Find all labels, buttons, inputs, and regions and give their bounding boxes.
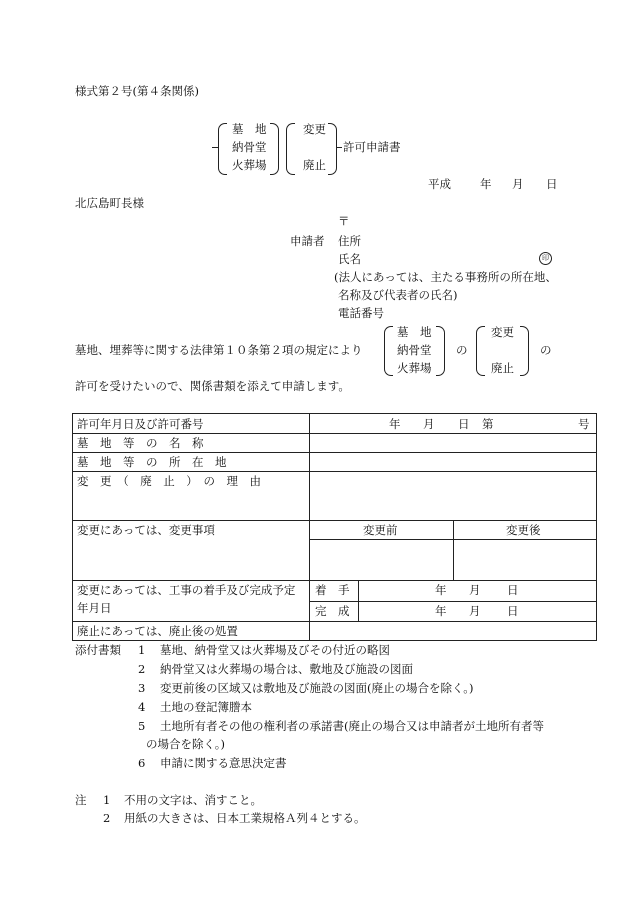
date-month: 月 <box>512 177 524 191</box>
start-label: 着 手 <box>315 583 350 597</box>
permit-dai: 第 <box>482 417 494 431</box>
corporate-note-1: (法人にあっては、主たる事務所の所在地、 <box>334 270 557 284</box>
phone-label: 電話番号 <box>338 306 384 320</box>
address-label: 住所 <box>338 234 361 248</box>
statement-facility-crematorium: 火葬場 <box>397 361 432 375</box>
permit-date-number-label: 許可年月日及び許可番号 <box>77 417 204 431</box>
title-facility-crematorium: 火葬場 <box>232 158 267 172</box>
construction-schedule-label-2: 年月日 <box>77 601 112 615</box>
complete-month: 月 <box>469 604 481 618</box>
statement-facility-ossuary: 納骨堂 <box>397 343 432 357</box>
attachment-text-5: 土地所有者その他の権利者の承諾書(廃止の場合又は申請者が土地所有者等 <box>160 719 544 733</box>
date-day: 日 <box>546 177 558 191</box>
attachments-label: 添付書類 <box>75 643 121 657</box>
corporate-note-2: 名称及び代表者の氏名) <box>338 288 458 302</box>
postal-mark: 〒 <box>338 214 350 228</box>
statement-no-2: の <box>540 343 552 357</box>
addressee: 北広島町長様 <box>75 196 144 210</box>
cemetery-location-label: 墓 地 等 の 所 在 地 <box>77 455 227 469</box>
date-era: 平成 <box>428 177 451 191</box>
attachment-num-2: 2 <box>138 662 146 676</box>
applicant-label: 申請者 <box>290 234 325 248</box>
note-text-2: 用紙の大きさは、日本工業規格Ａ列４とする。 <box>124 811 366 825</box>
permit-day: 日 <box>458 417 470 431</box>
before-change-header: 変更前 <box>363 523 398 537</box>
attachment-text-1: 墓地、納骨堂又は火葬場及びその付近の略図 <box>160 643 390 657</box>
note-num-2: 2 <box>103 811 111 825</box>
attachment-text-5-cont: の場合を除く。) <box>146 737 226 751</box>
attachment-num-1: 1 <box>138 643 146 657</box>
note-text-1: 不用の文字は、消すこと。 <box>124 793 262 807</box>
construction-schedule-label-1: 変更にあっては、工事の着手及び完成予定 <box>77 583 296 597</box>
change-items-label: 変更にあっては、変更事項 <box>77 523 215 537</box>
attachment-text-6: 申請に関する意思決定書 <box>160 756 287 770</box>
post-abolition-label: 廃止にあっては、廃止後の処置 <box>77 624 238 638</box>
permit-month: 月 <box>423 417 435 431</box>
name-label: 氏名 <box>338 252 361 266</box>
attachment-text-3: 変更前後の区域又は敷地及び施設の図面(廃止の場合を除く。) <box>160 681 474 695</box>
seal-mark: 印 <box>539 252 552 265</box>
statement-prefix: 墓地、埋葬等に関する法律第１０条第２項の規定により <box>75 343 363 357</box>
title-suffix: 許可申請書 <box>343 140 401 154</box>
statement-no-1: の <box>456 343 468 357</box>
title-action-abolish: 廃止 <box>303 158 326 172</box>
permit-go: 号 <box>578 417 590 431</box>
start-day: 日 <box>507 583 519 597</box>
attachment-num-3: 3 <box>138 681 146 695</box>
application-table <box>72 413 597 641</box>
cemetery-name-label: 墓 地 等 の 名 称 <box>77 436 204 450</box>
attachment-text-4: 土地の登記簿謄本 <box>160 700 252 714</box>
statement-facility-cemetery: 墓 地 <box>397 325 432 339</box>
title-action-change: 変更 <box>303 122 326 136</box>
statement-action-abolish: 廃止 <box>491 361 514 375</box>
date-year: 年 <box>480 177 492 191</box>
start-year: 年 <box>435 583 447 597</box>
change-reason-label: 変 更 （ 廃 止 ） の 理 由 <box>77 474 261 488</box>
attachment-num-5: 5 <box>138 719 146 733</box>
statement-action-change: 変更 <box>491 325 514 339</box>
form-number: 様式第２号(第４条関係) <box>75 84 199 98</box>
attachment-num-6: 6 <box>138 756 146 770</box>
permit-year: 年 <box>389 417 401 431</box>
start-month: 月 <box>469 583 481 597</box>
attachment-text-2: 納骨堂又は火葬場の場合は、敷地及び施設の図面 <box>160 662 413 676</box>
notes-label: 注 <box>75 793 87 807</box>
attachment-num-4: 4 <box>138 700 146 714</box>
title-facility-cemetery: 墓 地 <box>232 122 267 136</box>
complete-year: 年 <box>435 604 447 618</box>
title-facility-ossuary: 納骨堂 <box>232 140 267 154</box>
complete-label: 完 成 <box>315 604 350 618</box>
statement-line-2: 許可を受けたいので、関係書類を添えて申請します。 <box>75 379 350 393</box>
after-change-header: 変更後 <box>506 523 541 537</box>
complete-day: 日 <box>507 604 519 618</box>
note-num-1: 1 <box>103 793 111 807</box>
